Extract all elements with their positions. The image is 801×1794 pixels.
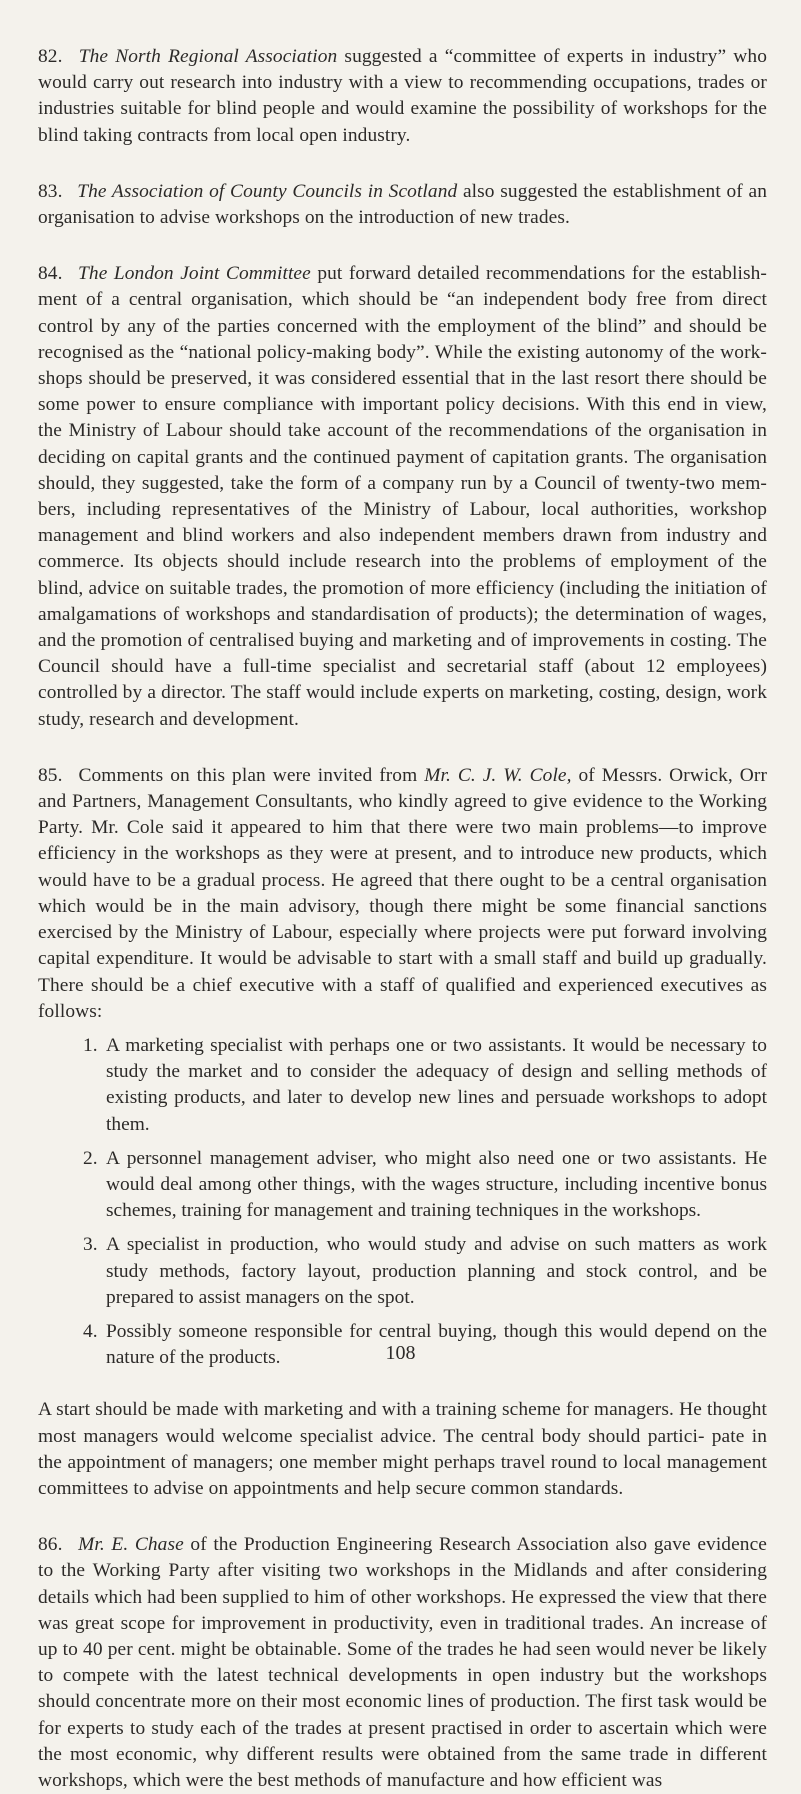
paragraph-number: 85. (38, 764, 63, 786)
list-item (38, 1232, 767, 1311)
paragraph-subject: Mr. E. Chase (78, 1534, 184, 1556)
paragraph-text: also suggested the establishment of an organisation to advise workshops on the introduction of new trades. (38, 180, 767, 229)
paragraph-83 (38, 179, 767, 231)
paragraph-lead: Comments on this plan were invited from (78, 764, 418, 786)
paragraph-number: 84. (38, 263, 63, 285)
list-item (38, 1146, 767, 1225)
paragraph-text: suggested a “committee of experts in industry” who would carry out research into industry with a view to recommending occupations, trades or industries suitable for blind people and would examine the possibility of workshops for the blind taking contracts from local open industry. (38, 46, 767, 146)
list-item (38, 1033, 767, 1138)
list-item-text: A personnel management adviser, who might also need one or two assistants. He would deal among other things, with the wages structure, including incentive bonus schemes, training for management and training techniques in the workshops. (106, 1147, 767, 1222)
paragraph-subject: The Association of County Councils in Scotland (77, 180, 458, 202)
paragraph-subject: The North Regional Association (78, 46, 338, 67)
list-item-text: Possibly someone responsible for central buying, though this would depend on the nature of the products. (106, 1320, 767, 1369)
list-item-number: 1. (83, 1034, 98, 1056)
executive-staff-list (38, 1033, 767, 1371)
list-item-text: A marketing specialist with perhaps one or two assistants. It would be necessary to study the market and to consider the adequacy of design and selling methods of existing products, and later to develop new lines and persuade workshops to adopt them. (106, 1034, 767, 1135)
paragraph-85 (38, 763, 767, 1025)
paragraph-number: 82. (38, 46, 63, 67)
paragraph-82 (38, 44, 767, 149)
paragraph-subject: The London Joint Committee (78, 263, 311, 285)
paragraph-86 (38, 1532, 767, 1794)
page-number: 108 (385, 1342, 416, 1364)
list-item-text: A specialist in production, who would study and advise on such matters as work study methods, factory layout, production planning and stock control, and be prepared to assist managers on the spot. (106, 1234, 767, 1308)
paragraph-number: 86. (38, 1534, 63, 1556)
list-item-number: 4. (83, 1320, 98, 1342)
paragraph-85-closing (38, 1397, 767, 1502)
paragraph-number: 83. (38, 180, 63, 202)
paragraph-84 (38, 261, 767, 733)
paragraph-text: A start should be made with marketing and with a training scheme for managers. He thought most managers would welcome specialist advice. The central body should partici- pate in the appointment of managers; one member might perhaps travel round to local management committees to advise on appointments and help secure common standards. (38, 1399, 767, 1499)
paragraph-text: put forward detailed recommendations for the establish- ment of a central organisation, which should be “an independent body free from direct control by any of the parties concerned with the employment of the blind” and should be recognised as the “national policy-making body”. While the existing autonomy of the work- shops should be preserved, it was considered essential that in the last resort there should be some power to ensure compliance with important policy decisions. With this end in view, the Ministry of Labour should take account of the recommendations of the organisation in deciding on capital grants and the continued payment of capitation grants. The organisation should, they suggested, take the form of a company run by a Council of twenty-two mem- bers, including representatives of the Ministry of Labour, local authorities, workshop management and blind workers and also independent members drawn from industry and commerce. Its objects should include research into the problems of employment of the blind, advice on suitable trades, the promotion of more efficiency (including the initiation of amalgamations of workshops and standardisation of products); the determination of wages, and the promotion of centralised buying and marketing and of improvements in costing. The Council should have a full-time specialist and secretarial staff (about 12 employees) controlled by a director. The staff would include experts on marketing, costing, design, work study, research and development. (38, 263, 767, 730)
paragraph-text: of Messrs. Orwick, Orr and Partners, Management Consultants, who kindly agreed to give evidence to the Working Party. Mr. Cole said it appeared to him that there were two main problems—to improve efficiency in the workshops as they were at present, and to introduce new products, which would have to be a gradual process. He agreed that there ought to be a central organisation which would be in the main advisory, though there might be some financial sanctions exercised by the Ministry of Labour, especially where projects were put forward involving capital expenditure. It would be advisable to start with a small staff and build up gradually. There should be a chief executive with a staff of qualified and experienced executives as follows: (38, 764, 768, 1022)
paragraph-text: of the Production Engineering Research Association also gave evidence to the Working Party after visiting two workshops in the Midlands and after considering details which had been supplied to him of other workshops. He expressed the view that there was great scope for improvement in productivity, even in traditional trades. An increase of up to 40 per cent. might be obtainable. Some of the trades he had seen would never be likely to compete with the latest technical developments in open industry but the workshops should concentrate more on their most economic lines of production. The first task would be for experts to study each of the trades at present practised in order to ascertain which were the most economic, why different results were obtained from the same trade in different workshops, which were the best methods of manufacture and how efficient was (38, 1534, 768, 1791)
paragraph-subject: Mr. C. J. W. Cole, (424, 764, 572, 786)
list-item-number: 2. (83, 1147, 98, 1169)
list-item-number: 3. (83, 1234, 98, 1256)
